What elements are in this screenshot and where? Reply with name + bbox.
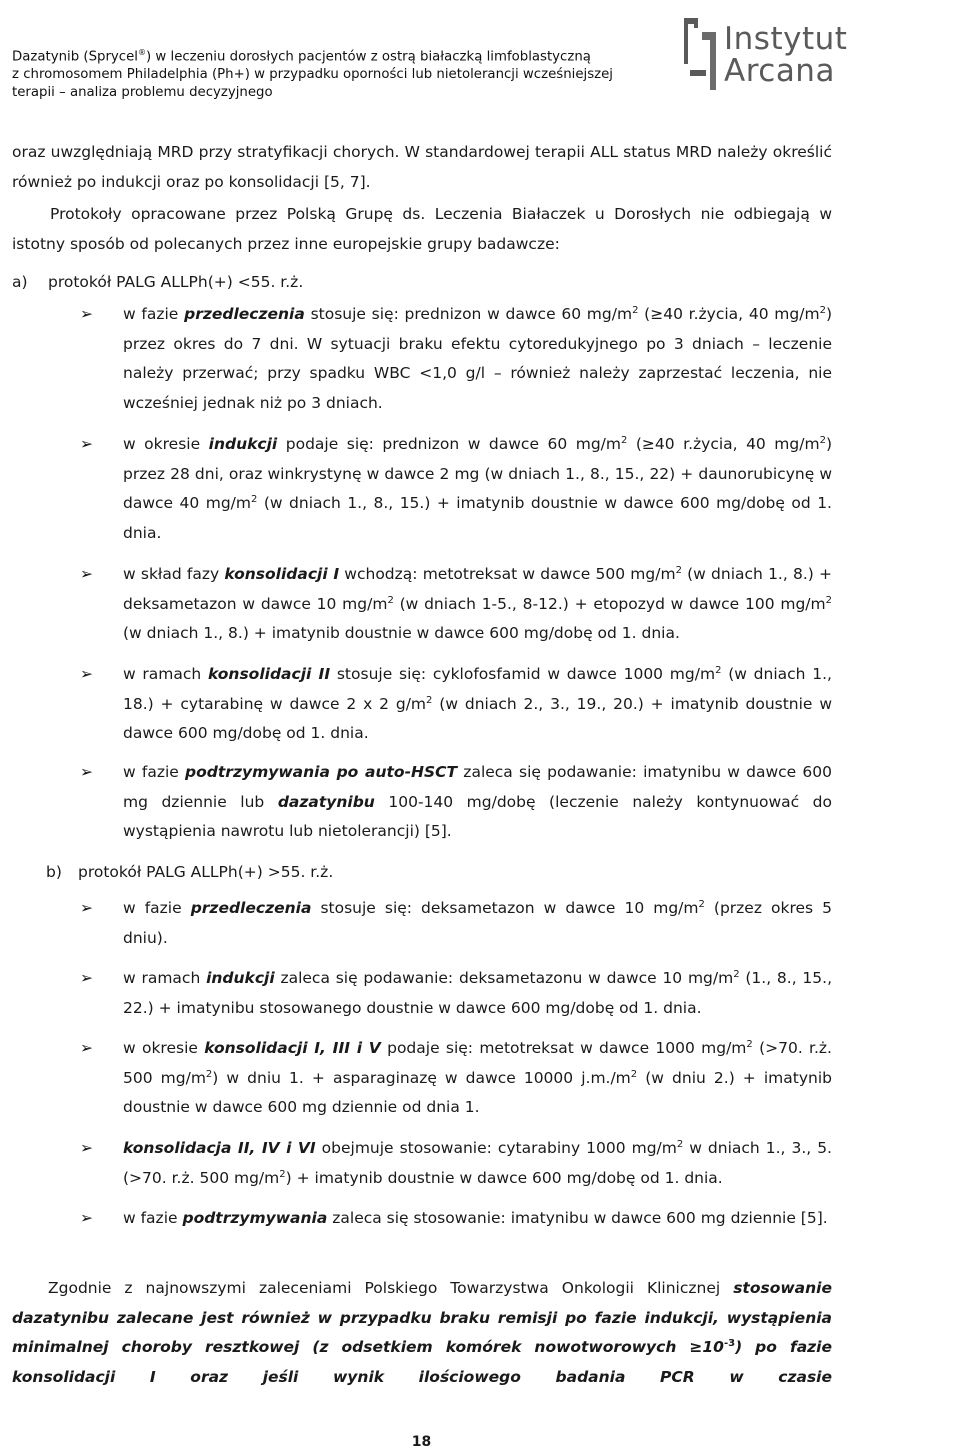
- header-text: ) w leczeniu dorosłych pacjentów z ostrą białaczką limfoblastyczną: [145, 49, 591, 65]
- arrow-bullet-icon: ➢: [80, 1139, 93, 1157]
- header-line-1: [12, 44, 662, 66]
- arcana-logo-icon: [676, 14, 724, 94]
- list-item: w okresie indukcji podaje się: prednizon w dawce 60 $mg/m^2$ (≥40 r.życia, 40 $mg/m^2$) przez 28 dni, oraz winkrystynę w dawce 2 mg (w dniach 1., 8., 15., 22) + daunorubicynę w dawce 40 $mg/m^2$ (w dniach 1., 8., 15.) + imatynib doustnie w dawce 600 mg/dobę od 1. dnia.: [123, 435, 832, 542]
- page-number: 18: [411, 1434, 432, 1450]
- list-item: konsolidacja II, IV i VI obejmuje stosowanie: cytarabiny 1000 $mg/m^2$ w dniach 1., 3., 5. (>70. r.ż. 500 $mg/m^2$) + imatynib doustnie w dawce 600 mg/dobę od 1. dnia.: [123, 1139, 832, 1187]
- arrow-bullet-icon: ➢: [80, 1039, 93, 1057]
- logo-word-arcana: Arcana: [724, 53, 835, 89]
- instytut-arcana-logo: [676, 14, 946, 94]
- list-item: w ramach indukcji zaleca się podawanie: deksametazonu w dawce 10 $mg/m^2$ (1., 8., 15., 22.) + imatynibu stosowanego doustnie w dawce 600 mg/dobę od 1. dnia.: [123, 969, 832, 1017]
- list-label-b: b): [46, 863, 62, 881]
- running-header: [12, 44, 662, 102]
- arrow-bullet-icon: ➢: [80, 305, 93, 323]
- header-line-3: terapii – analiza problemu decyzyjnego: [12, 85, 273, 101]
- protocol-b-title: protokół PALG ALLPh(+) >55. r.ż.: [78, 863, 334, 881]
- logo-word-instytut: Instytut: [724, 21, 848, 57]
- paragraph-recommendation: Zgodnie z najnowszymi zaleceniami Polskiego Towarzystwa Onkologii Klinicznej stosowanie dazatynibu zalecane jest również w przypadku braku remisji po fazie indukcji, wystąpienia minimalnej choroby resztkowej (z odsetkiem komórek nowotworowych $\ge 10^{-3}$) po fazie konsolidacji I oraz jeśli wynik ilościowego badania PCR w czasie: [12, 1279, 833, 1386]
- arrow-bullet-icon: ➢: [80, 763, 93, 781]
- list-item: w skład fazy konsolidacji I wchodzą: metotreksat w dawce 500 $mg/m^2$ (w dniach 1., 8.) + deksametazon w dawce 10 $mg/m^2$ (w dniach 1-5., 8-12.) + etopozyd w dawce 100 $mg/m^2$ (w dniach 1., 8.) + imatynib doustnie w dawce 600 mg/dobę od 1. dnia.: [123, 565, 833, 642]
- arrow-bullet-icon: ➢: [80, 1209, 93, 1227]
- list-item: w fazie podtrzymywania po auto-HSCT zaleca się podawanie: imatynibu w dawce 600 mg dziennie lub dazatynibu 100-140 mg/dobę (leczenie należy kontynuować do wystąpienia nawrotu lub nietolerancji) [5].: [123, 763, 832, 840]
- list-label-a: a): [12, 273, 28, 291]
- list-item: w ramach konsolidacji II stosuje się: cyklofosfamid w dawce 1000 $mg/m^2$ (w dniach 1., 18.) + cytarabinę w dawce 2 x 2 $g/m^2$ (w dniach 2., 3., 19., 20.) + imatynib doustnie w dawce 600 mg/dobę od 1. dnia.: [123, 665, 833, 742]
- paragraph-mrd: oraz uwzględniają MRD przy stratyfikacji chorych. W standardowej terapii ALL status MRD należy określić również po indukcji oraz po konsolidacji [5, 7].: [12, 143, 832, 191]
- protocol-a-title: protokół PALG ALLPh(+) <55. r.ż.: [48, 273, 304, 291]
- paragraph-palg: Protokoły opracowane przez Polską Grupę ds. Leczenia Białaczek u Dorosłych nie odbiegają w istotny sposób od polecanych przez inne europejskie grupy badawcze:: [12, 205, 832, 253]
- list-item: w fazie podtrzymywania zaleca się stosowanie: imatynibu w dawce 600 mg dziennie [5].: [123, 1209, 828, 1227]
- arrow-bullet-icon: ➢: [80, 899, 93, 917]
- arrow-bullet-icon: ➢: [80, 969, 93, 987]
- header-line-2: z chromosomem Philadelphia (Ph+) w przypadku oporności lub nietolerancji wcześniejszej: [12, 67, 613, 83]
- list-item: w okresie konsolidacji I, III i V podaje się: metotreksat w dawce 1000 $mg/m^2$ (>70. r.ż. 500 $mg/m^2$) w dniu 1. + asparaginazę w dawce 10000 $j.m./m^2$ (w dniu 2.) + imatynib doustnie w dawce 600 mg dziennie od dnia 1.: [123, 1039, 832, 1116]
- registered-mark: ®: [137, 48, 146, 57]
- list-item: w fazie przedleczenia stosuje się: prednizon w dawce 60 $mg/m^2$ (≥40 r.życia, 40 $mg/m^2$) przez okres do 7 dni. W sytuacji braku efektu cytoredukyjnego po 3 dniach – leczenie należy przerwać; przy spadku WBC <1,0 g/l – również należy zaprzestać leczenia, nie wcześniej jednak niż po 3 dniach.: [123, 305, 833, 412]
- list-item: w fazie przedleczenia stosuje się: deksametazon w dawce 10 $mg/m^2$ (przez okres 5 dniu).: [123, 899, 833, 947]
- arrow-bullet-icon: ➢: [80, 565, 93, 583]
- arrow-bullet-icon: ➢: [80, 435, 93, 453]
- header-text: Dazatynib (Sprycel: [12, 49, 138, 65]
- arrow-bullet-icon: ➢: [80, 665, 93, 683]
